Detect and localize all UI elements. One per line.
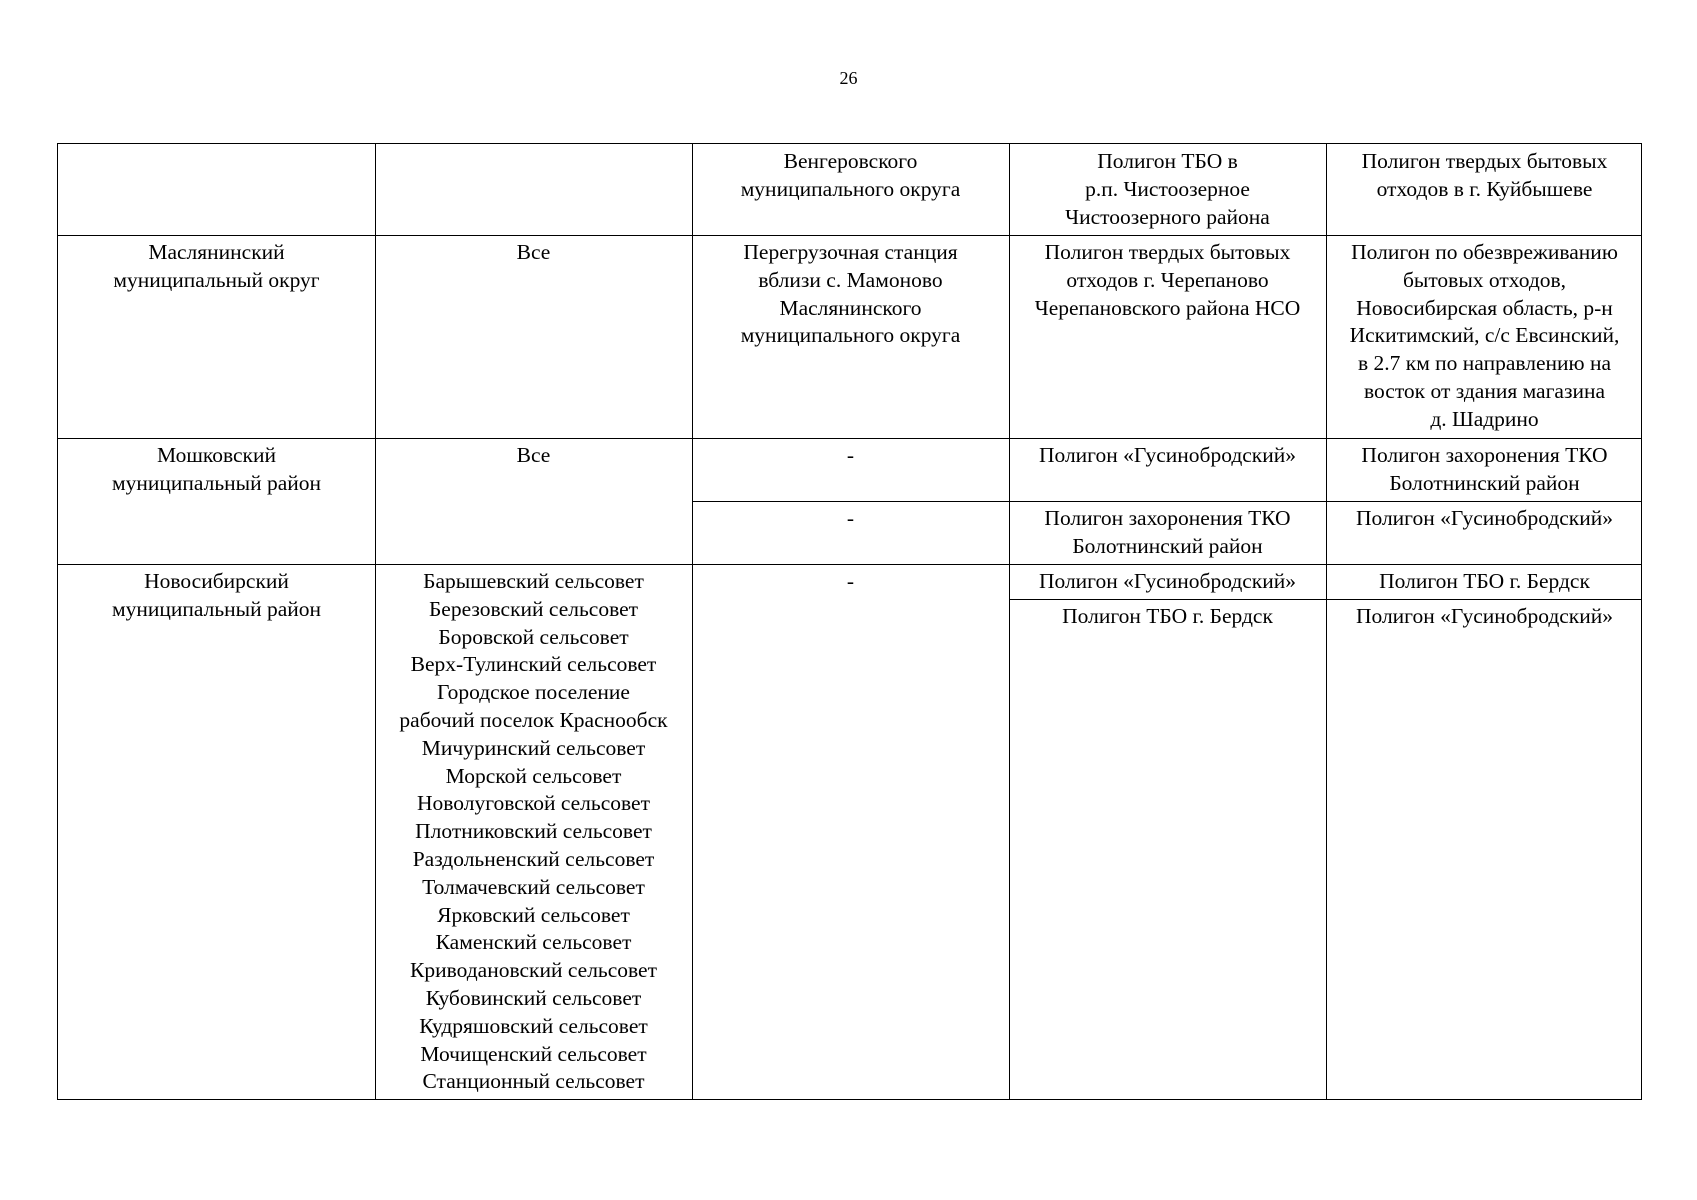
reserve-landfill-cell-moshkovo-1: Полигон захоронения ТКО Болотнинский район [1361, 443, 1608, 495]
reserve-landfill-cell-novosibirsk-1: Полигон ТБО г. Бердск [1379, 569, 1590, 593]
settlements-cell-novosibirsk [375, 564, 692, 1100]
waste-routing-table [57, 143, 1642, 1100]
station-cell-maslyanino: Перегрузочная станция вблизи с. Мамоново Маслянинского муниципального округа [740, 240, 961, 348]
reserve-landfill-cell-maslyanino: Полигон по обезвреживанию бытовых отходов, Новосибирская область, р-н Искитимский, с/с Евсинский, в 2.7 км по направлению на восток от здания магазина д. Шадрино [1349, 240, 1620, 431]
row-divider [58, 235, 1642, 236]
header-cell-station: Венгеровского муниципального округа [740, 149, 961, 201]
settlement-item: Станционный сельсовет [422, 1069, 645, 1094]
column-divider [1326, 144, 1327, 1100]
settlement-item: Криводановский сельсовет [409, 958, 657, 983]
primary-landfill-cell-moshkovo-1: Полигон «Гусинобродский» [1038, 443, 1297, 467]
primary-landfill-cell-novosibirsk-1: Полигон «Гусинобродский» [1038, 569, 1297, 593]
column-divider [692, 144, 693, 1100]
settlement-item: Барышевский сельсовет [423, 569, 644, 593]
column-divider [1009, 144, 1010, 1100]
column-divider [375, 144, 376, 1100]
settlements-cell-maslyanino: Все [516, 240, 551, 264]
header-cell-district [58, 144, 375, 235]
primary-landfill-cell-moshkovo-2: Полигон захоронения ТКО Болотнинский район [1044, 506, 1291, 558]
settlement-item: Городское поселение [437, 680, 630, 705]
header-cell-reserve-landfill: Полигон твердых бытовых отходов в г. Куйбышеве [1361, 149, 1608, 201]
header-cell-settlements [375, 144, 692, 235]
settlements-cell-moshkovo: Все [516, 443, 551, 467]
settlement-item: Верх-Тулинский сельсовет [410, 652, 657, 677]
page-number: 26 [839, 68, 858, 88]
row-divider [58, 564, 1642, 565]
settlement-item: Кудряшовский сельсовет [419, 1013, 648, 1038]
district-cell-moshkovo: Мошковский муниципальный район [111, 443, 322, 495]
settlement-item: Березовский сельсовет [428, 596, 639, 621]
station-cell-moshkovo-1: - [846, 443, 855, 467]
settlement-item: Боровской сельсовет [438, 624, 629, 649]
primary-landfill-cell-maslyanino: Полигон твердых бытовых отходов г. Черепаново Черепановского района НСО [1034, 240, 1301, 320]
settlement-item: рабочий поселок Краснообск [399, 707, 668, 732]
district-cell-novosibirsk: Новосибирский муниципальный район [111, 569, 322, 621]
row-divider [692, 501, 1642, 502]
settlement-item: Ярковский сельсовет [437, 902, 630, 927]
row-divider [58, 438, 1642, 439]
settlement-item: Раздольненский сельсовет [412, 846, 655, 871]
row-divider [1009, 599, 1642, 600]
settlement-item: Плотниковский сельсовет [415, 819, 652, 844]
settlement-item: Новолуговской сельсовет [417, 791, 650, 816]
settlement-item: Мичуринский сельсовет [421, 735, 646, 760]
settlement-item: Мочищенский сельсовет [420, 1041, 647, 1066]
primary-landfill-cell-novosibirsk-2: Полигон ТБО г. Бердск [1062, 604, 1273, 628]
header-cell-primary-landfill: Полигон ТБО в р.п. Чистоозерное Чистоозерного района [1065, 149, 1270, 229]
reserve-landfill-cell-novosibirsk-2: Полигон «Гусинобродский» [1355, 604, 1614, 628]
settlement-item: Кубовинский сельсовет [425, 985, 642, 1010]
settlement-item: Каменский сельсовет [435, 930, 632, 955]
station-cell-novosibirsk: - [846, 569, 855, 593]
settlement-item: Морской сельсовет [445, 763, 622, 788]
settlement-item: Толмачевский сельсовет [422, 874, 645, 899]
station-cell-moshkovo-2: - [846, 506, 855, 530]
district-cell-maslyanino: Маслянинский муниципальный округ [113, 240, 320, 292]
reserve-landfill-cell-moshkovo-2: Полигон «Гусинобродский» [1355, 506, 1614, 530]
